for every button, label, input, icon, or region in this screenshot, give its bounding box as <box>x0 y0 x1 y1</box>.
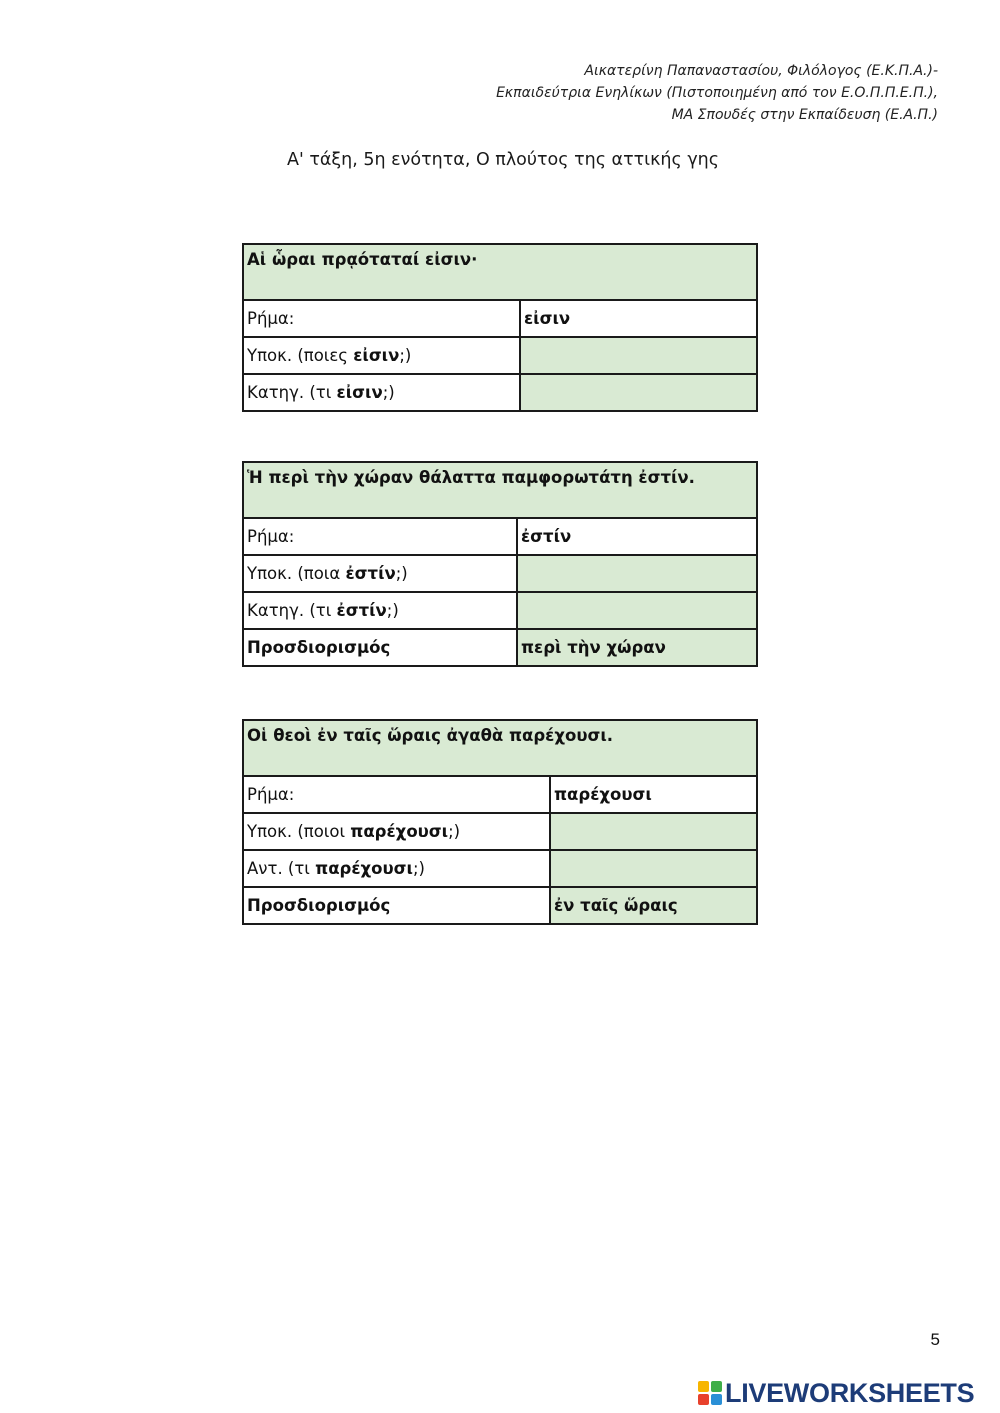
label-prefix: Υποκ. (ποια <box>247 564 346 583</box>
label-suffix: ;) <box>395 564 408 583</box>
table-row <box>243 300 757 337</box>
label-suffix: ;) <box>412 859 425 878</box>
predicate-label <box>243 374 520 411</box>
table-row <box>243 374 757 411</box>
subject-answer-field[interactable] <box>520 337 757 374</box>
page-title: Α' τάξη, 5η ενότητα, Ο πλούτος της αττικής γης <box>287 150 720 170</box>
author-header <box>496 60 938 126</box>
verb-value: παρέχουσι <box>550 776 757 813</box>
subject-answer-field[interactable] <box>517 555 757 592</box>
exercise-table-1 <box>242 243 758 412</box>
subject-answer-field[interactable] <box>550 813 757 850</box>
author-line-2: Εκπαιδεύτρια Ενηλίκων (Πιστοποιημένη από τον Ε.Ο.Π.Π.Ε.Π.), <box>496 85 938 101</box>
sentence-row <box>243 720 757 776</box>
sentence-row <box>243 244 757 300</box>
sentence-text: Αἱ ὧραι πρᾳόταταί εἰσιν· <box>243 244 757 300</box>
table-row <box>243 555 757 592</box>
table-row <box>243 592 757 629</box>
sentence-text: Ἡ περὶ τὴν χώραν θάλαττα παμφορωτάτη ἐστίν. <box>243 462 757 518</box>
predicate-answer-field[interactable] <box>517 592 757 629</box>
predicate-label <box>243 592 517 629</box>
liveworksheets-brand <box>698 1378 974 1408</box>
table-row <box>243 337 757 374</box>
label-bold: ἐστίν <box>336 601 387 620</box>
sentence-text: Οἱ θεοὶ ἐν ταῖς ὥραις ἀγαθὰ παρέχουσι. <box>243 720 757 776</box>
table-row <box>243 850 757 887</box>
label-prefix: Υποκ. (ποιες <box>247 346 354 365</box>
verb-value: ἐστίν <box>517 518 757 555</box>
liveworksheets-logo-icon <box>698 1381 722 1405</box>
label-suffix: ;) <box>386 601 399 620</box>
label-bold: παρέχουσι <box>350 822 449 841</box>
label-prefix: Υποκ. (ποιοι <box>247 822 351 841</box>
table-row <box>243 813 757 850</box>
table-row <box>243 887 757 924</box>
label-bold: εἰσιν <box>336 383 383 402</box>
author-line-3: ΜΑ Σπουδές στην Εκπαίδευση (Ε.Α.Π.) <box>671 107 938 123</box>
modifier-value: ἐν ταῖς ὥραις <box>550 887 757 924</box>
label-suffix: ;) <box>448 822 461 841</box>
table-row <box>243 629 757 666</box>
author-line-1: Αικατερίνη Παπαναστασίου, Φιλόλογος (Ε.Κ.Π.Α.)- <box>584 63 938 79</box>
modifier-label: Προσδιορισμός <box>243 887 550 924</box>
modifier-label: Προσδιορισμός <box>243 629 517 666</box>
object-label <box>243 850 550 887</box>
logo-square <box>711 1394 722 1405</box>
modifier-value: περὶ τὴν χώραν <box>517 629 757 666</box>
sentence-row <box>243 462 757 518</box>
brand-name: LIVEWORKSHEETS <box>725 1377 975 1408</box>
object-answer-field[interactable] <box>550 850 757 887</box>
exercise-table-3 <box>242 719 758 925</box>
logo-square <box>698 1381 709 1392</box>
subject-label <box>243 813 550 850</box>
label-suffix: ;) <box>382 383 395 402</box>
subject-label <box>243 555 517 592</box>
verb-label: Ρήμα: <box>243 300 520 337</box>
table-row <box>243 776 757 813</box>
label-bold: ἐστίν <box>345 564 396 583</box>
label-prefix: Κατηγ. (τι <box>247 383 337 402</box>
logo-square <box>711 1381 722 1392</box>
verb-label: Ρήμα: <box>243 776 550 813</box>
verb-label: Ρήμα: <box>243 518 517 555</box>
label-prefix: Αντ. (τι <box>247 859 316 878</box>
verb-value: εἰσιν <box>520 300 757 337</box>
label-prefix: Κατηγ. (τι <box>247 601 337 620</box>
predicate-answer-field[interactable] <box>520 374 757 411</box>
label-bold: εἰσιν <box>353 346 400 365</box>
page-number: 5 <box>930 1330 940 1349</box>
logo-square <box>698 1394 709 1405</box>
label-suffix: ;) <box>399 346 412 365</box>
exercise-table-2 <box>242 461 758 667</box>
table-row <box>243 518 757 555</box>
label-bold: παρέχουσι <box>315 859 413 878</box>
subject-label <box>243 337 520 374</box>
